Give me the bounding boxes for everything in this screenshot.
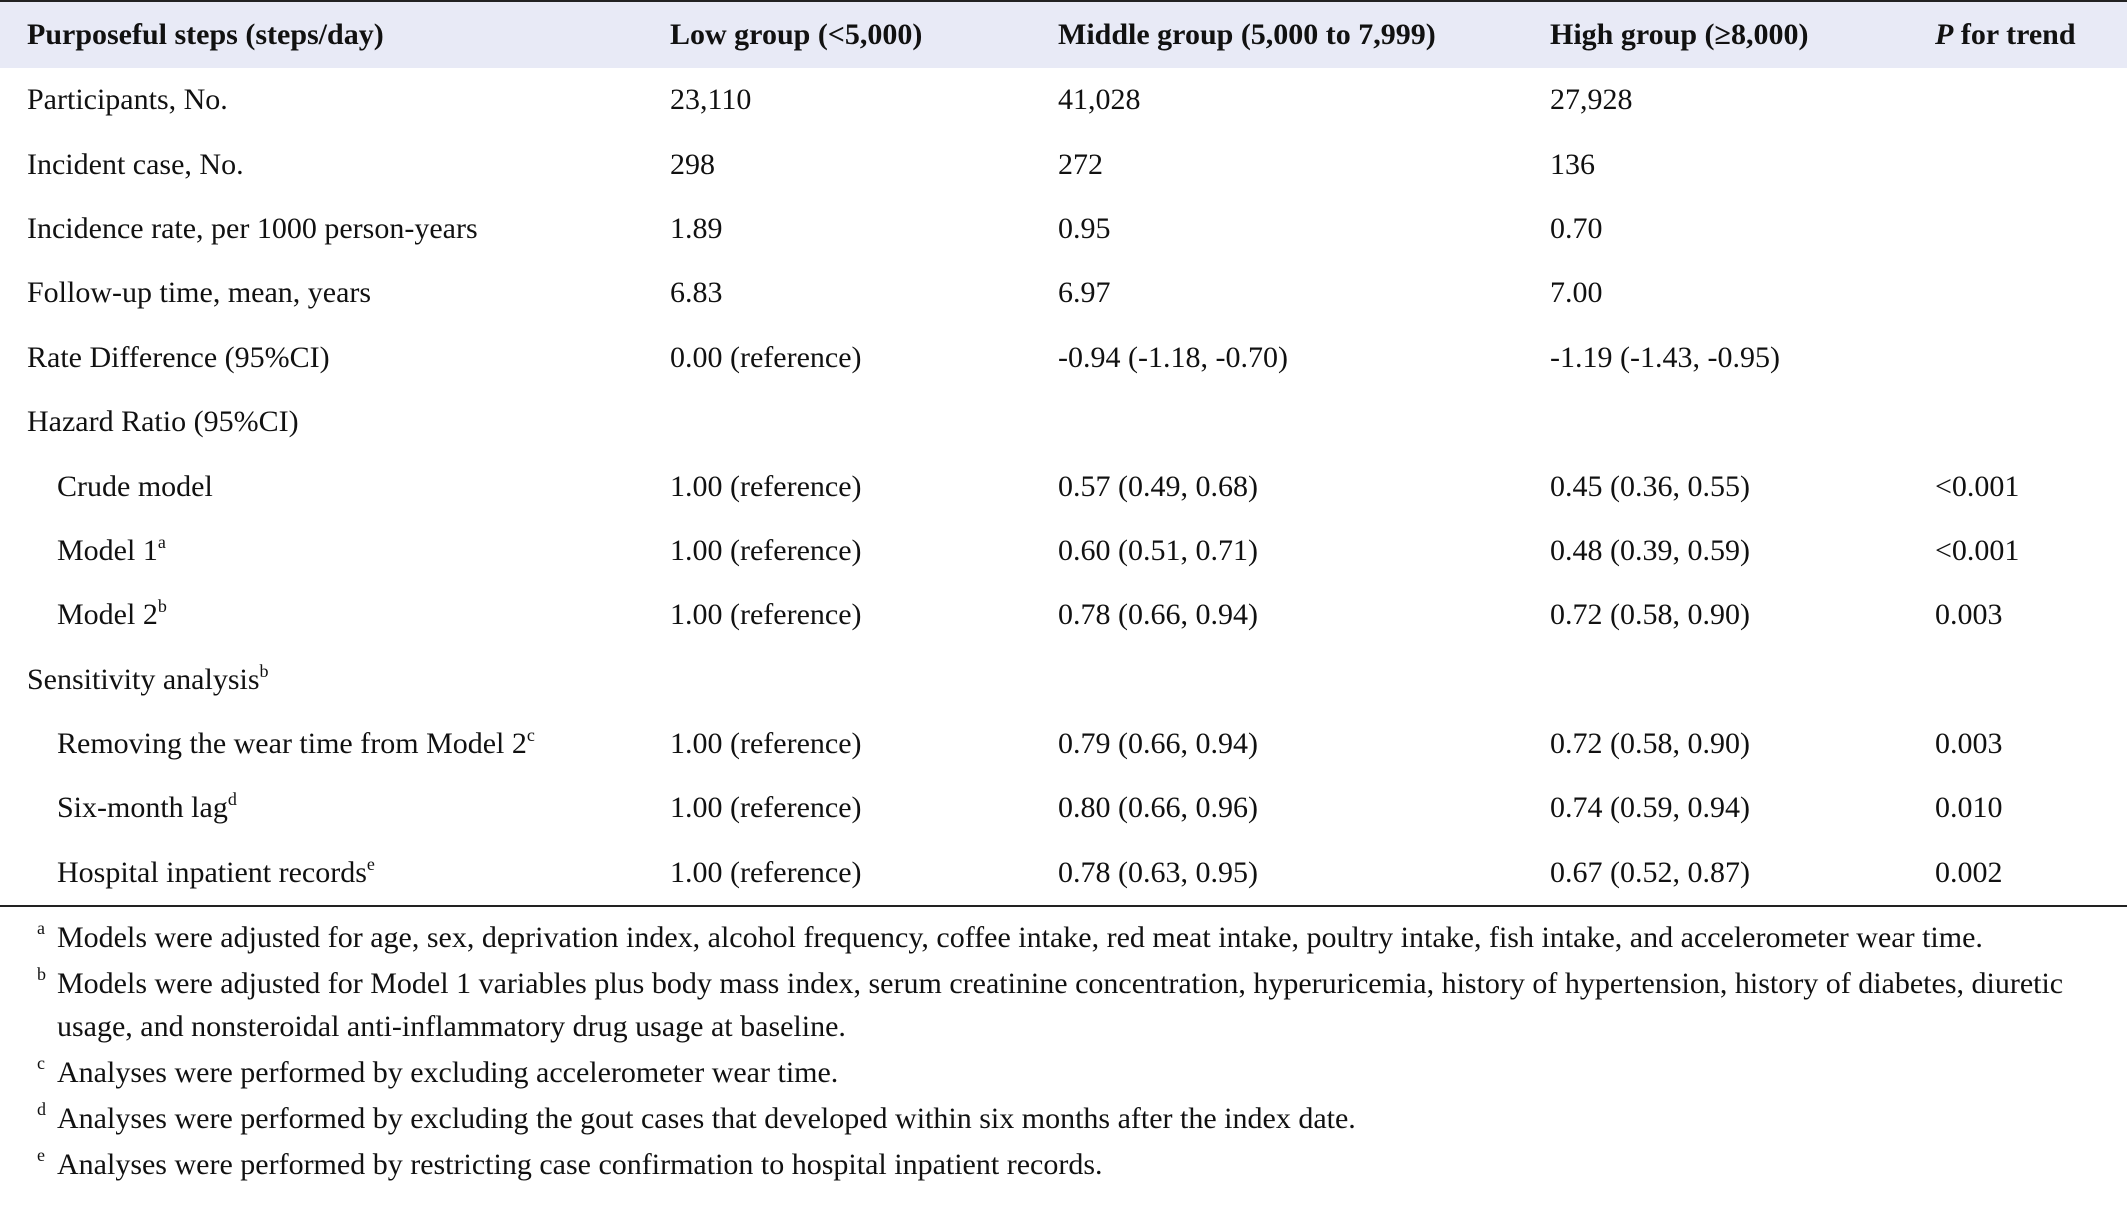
table-row [0,519,2127,583]
row-label-text: Removing the wear time from Model 2 [57,727,527,761]
cell-p [1935,68,2127,132]
footnote-marker: c [526,725,535,746]
row-label [0,583,670,647]
footnote-text: Analyses were performed by excluding the gout cases that developed within six months after the index date. [57,1102,1356,1135]
header-middle-group: Middle group (5,000 to 7,999) [1058,1,1550,68]
table-header-row [0,1,2127,68]
table-row [0,841,2127,906]
row-label-text: Follow-up time, mean, years [27,276,372,310]
cell-low: 1.00 (reference) [670,727,862,761]
footnote-text: Models were adjusted for Model 1 variables plus body mass index, serum creatinine concentration, hyperuricemia, history of hypertension, history of diabetes, diuretic usage, and nonsteroidal anti-inflammatory drug usage at baseline. [57,967,2064,1043]
cell-high: -1.19 (-1.43, -0.95) [1550,340,1780,374]
footnote-text: Analyses were performed by excluding accelerometer wear time. [57,1056,839,1089]
table-row [0,132,2127,196]
table-row [0,326,2127,390]
cell-low: 1.00 (reference) [670,533,862,567]
cell-p: 0.010 [1935,791,2003,825]
table-row [0,712,2127,776]
cell-middle: 0.95 [1058,211,1111,245]
cell-high: 0.72 (0.58, 0.90) [1550,727,1750,761]
footnote-mark: a [37,918,45,938]
table-row [0,648,2127,712]
cell-low: 1.00 (reference) [670,791,862,825]
header-steps: Purposeful steps (steps/day) [0,1,670,68]
footnote-mark: c [37,1053,45,1073]
cell-p [1935,197,2127,261]
cell-high [1550,390,1935,454]
footnote-marker: b [259,660,269,681]
row-label-text: Hospital inpatient records [57,855,367,889]
footnote-b [0,962,2127,1048]
footnote-mark: e [37,1145,45,1165]
cell-high: 27,928 [1550,83,1633,117]
footnote-text: Models were adjusted for age, sex, deprivation index, alcohol frequency, coffee intake, red meat intake, poultry intake, fish intake, and accelerometer wear time. [57,921,1983,954]
cell-middle: -0.94 (-1.18, -0.70) [1058,340,1288,374]
header-p-rest: for trend [1953,18,2076,51]
row-label [0,326,670,390]
cell-high: 136 [1550,147,1595,181]
row-label [0,261,670,325]
row-label-text: Model 1 [57,533,158,567]
cell-p: 0.003 [1935,727,2003,761]
table-row [0,776,2127,840]
row-label-text: Rate Difference (95%CI) [27,340,330,374]
cell-low: 1.00 (reference) [670,841,1058,906]
row-label-text: Participants, No. [27,83,228,117]
footnote-mark: d [37,1099,46,1119]
cell-middle: 0.78 (0.66, 0.94) [1058,598,1258,632]
row-label [0,776,670,840]
cell-p [1935,326,2127,390]
cell-low: 6.83 [670,276,723,310]
footnote-e [0,1143,2127,1186]
cell-low: 0.00 (reference) [670,340,862,374]
table-row [0,197,2127,261]
cell-middle: 0.57 (0.49, 0.68) [1058,469,1258,503]
footnote-d [0,1097,2127,1140]
row-label [0,519,670,583]
row-label [0,841,670,906]
cell-high [1550,648,1935,712]
cell-low: 1.00 (reference) [670,469,862,503]
cell-p: <0.001 [1935,533,2020,567]
row-label-text: Hazard Ratio (95%CI) [27,405,299,439]
row-label [0,197,670,261]
row-label [0,390,670,454]
cell-low [670,390,1058,454]
cell-middle: 0.60 (0.51, 0.71) [1058,533,1258,567]
cell-high: 0.72 (0.58, 0.90) [1550,598,1750,632]
cell-high: 0.45 (0.36, 0.55) [1550,469,1750,503]
footnote-text: Analyses were performed by restricting case confirmation to hospital inpatient records. [57,1148,1103,1181]
cell-high: 7.00 [1550,276,1603,310]
table-row [0,390,2127,454]
cell-middle: 272 [1058,147,1103,181]
cell-p: 0.002 [1935,841,2127,906]
row-label [0,132,670,196]
cell-p [1935,261,2127,325]
row-label [0,648,670,712]
footnote-c [0,1051,2127,1094]
cell-low: 1.89 [670,211,723,245]
cell-middle [1058,390,1550,454]
footnote-mark: b [37,964,46,984]
cell-p [1935,648,2127,712]
cell-low: 23,110 [670,83,752,117]
cell-p [1935,132,2127,196]
table-row [0,68,2127,132]
cell-middle: 0.79 (0.66, 0.94) [1058,727,1258,761]
row-label [0,712,670,776]
cell-low [670,648,1058,712]
cell-p: 0.003 [1935,598,2003,632]
cell-low: 1.00 (reference) [670,598,862,632]
table-row [0,261,2127,325]
footnote-a [0,916,2127,959]
row-label-text: Sensitivity analysis [27,662,260,696]
footnote-marker: e [366,853,375,874]
table-row [0,454,2127,518]
row-label-text: Model 2 [57,598,158,632]
footnote-marker: a [157,531,166,552]
footnotes [0,916,2127,1189]
cell-high: 0.74 (0.59, 0.94) [1550,791,1750,825]
cell-p [1935,390,2127,454]
footnote-marker: b [157,596,167,617]
cell-high: 0.48 (0.39, 0.59) [1550,533,1750,567]
cell-low: 298 [670,147,715,181]
cell-high: 0.67 (0.52, 0.87) [1550,841,1935,906]
row-label [0,454,670,518]
cell-p: <0.001 [1935,469,2020,503]
row-label-text: Crude model [57,469,213,503]
cell-middle: 0.78 (0.63, 0.95) [1058,841,1550,906]
header-p-letter: P [1935,18,1954,51]
cell-middle: 41,028 [1058,83,1141,117]
row-label [0,68,670,132]
header-high-group: High group (≥8,000) [1550,1,1935,68]
cell-middle: 6.97 [1058,276,1111,310]
table-row [0,583,2127,647]
row-label-text: Six-month lag [57,791,228,825]
row-label-text: Incidence rate, per 1000 person-years [27,211,478,245]
row-label-text: Incident case, No. [27,147,244,181]
cell-high: 0.70 [1550,211,1603,245]
cell-middle [1058,648,1550,712]
header-p-for-trend [1935,1,2127,68]
footnote-marker: d [227,789,237,810]
cell-middle: 0.80 (0.66, 0.96) [1058,791,1258,825]
header-low-group: Low group (<5,000) [670,1,1058,68]
